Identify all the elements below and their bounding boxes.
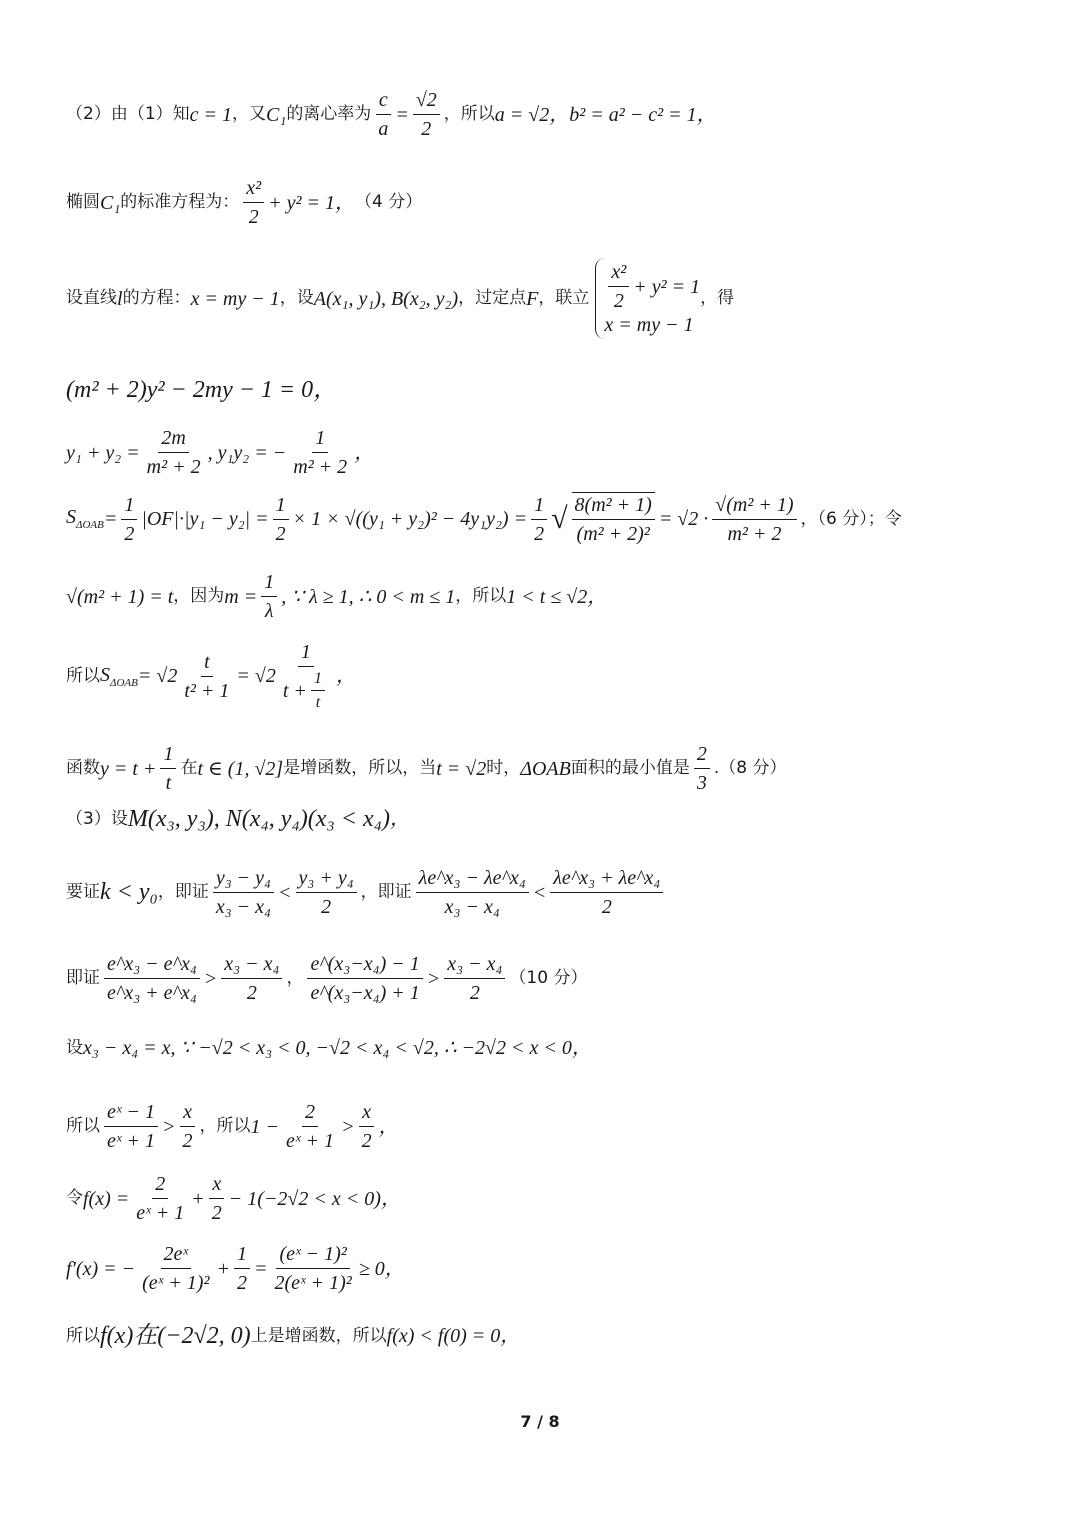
math: ， — [354, 441, 375, 464]
denominator: m² + 2 — [146, 456, 201, 478]
denominator: eˣ + 1 — [286, 1130, 335, 1152]
line-range-x — [66, 1036, 1040, 1060]
numerator: 2m — [158, 426, 188, 453]
fraction — [359, 1100, 375, 1153]
math: x₃ − x₄ = x, ∵ −√2 < x₃ < 0, −√2 < x₄ < √2, ∴ −2√2 < x < 0， — [83, 1037, 592, 1059]
math: ， — [389, 808, 410, 831]
line-vieta — [66, 426, 1040, 479]
fraction — [271, 1242, 354, 1295]
math: > — [203, 967, 218, 990]
math: C₁ — [266, 103, 287, 126]
line-define-f — [66, 1172, 1040, 1225]
math: = — [103, 508, 118, 530]
numerator: x² — [243, 176, 264, 203]
line-monotonic — [66, 742, 1040, 795]
fraction — [694, 742, 710, 795]
numerator: λe^x₃ + λe^x₄ — [550, 866, 663, 893]
denominator: x₃ − x₄ — [444, 896, 500, 918]
fraction — [296, 866, 357, 919]
text: ，所以 — [455, 586, 507, 607]
math: = √2 · — [658, 508, 709, 530]
numerator: 2 — [152, 1172, 168, 1199]
math: = √2 — [137, 665, 178, 688]
numerator: 1 — [160, 742, 176, 769]
line-equivalent — [66, 952, 1040, 1005]
numerator: 1 — [531, 493, 547, 520]
math: C₁ — [100, 191, 121, 214]
text: ，得 — [700, 288, 735, 309]
numerator: 8(m² + 1) — [572, 493, 655, 520]
math: m = — [224, 585, 258, 608]
score-note: ，（6 分）；令 — [800, 508, 902, 529]
fraction — [290, 426, 350, 479]
math: ， — [500, 1325, 521, 1348]
math: , y₁y₂ = − — [207, 441, 287, 464]
text: 是增函数，所以，当 — [283, 758, 437, 779]
denominator: 2 — [246, 982, 257, 1004]
fraction — [104, 952, 200, 1005]
line-quadratic — [66, 376, 1040, 405]
denominator: (eˣ + 1)² — [142, 1272, 210, 1294]
numerator: x₃ − x₄ — [221, 952, 282, 979]
math: ≥ 0， — [358, 1257, 405, 1280]
text: ，即证 — [360, 882, 412, 903]
denominator: a — [378, 118, 389, 140]
fraction — [261, 570, 277, 623]
denominator — [280, 667, 332, 712]
math: 1 − — [250, 1115, 280, 1138]
numerator: c — [376, 88, 391, 115]
fraction — [160, 742, 176, 795]
text: 要证 — [66, 882, 100, 903]
numerator: e^x₃ − e^x₄ — [104, 952, 200, 979]
text: （3）设 — [66, 809, 128, 830]
denominator: 2 — [248, 206, 259, 228]
math: = — [253, 1257, 268, 1280]
math: 1 < t ≤ √2， — [506, 585, 608, 608]
text: 所以 — [66, 1326, 100, 1347]
text: 令 — [66, 1188, 83, 1209]
math: c = 1 — [189, 103, 233, 126]
area-subscript: ΔOAB — [110, 676, 138, 689]
fraction — [221, 952, 282, 1005]
math: a = √2 — [494, 103, 550, 126]
denominator: 2 — [211, 1202, 222, 1224]
line-substitution — [66, 570, 1040, 623]
denominator: 2 — [236, 1272, 247, 1294]
fraction — [531, 493, 547, 546]
math — [66, 505, 104, 532]
line-area-in-t — [66, 640, 1040, 712]
denominator: 2 — [601, 896, 612, 918]
math: + y² = 1 — [633, 275, 701, 298]
line-ellipse-equation — [66, 176, 1040, 229]
math: t ∈ (1, √2] — [197, 757, 284, 780]
numerator: x — [359, 1100, 374, 1127]
numerator: e^(x₃−x₄) − 1 — [307, 952, 422, 979]
fraction — [144, 426, 204, 479]
numerator: √2 — [413, 88, 440, 115]
line-area — [66, 492, 1040, 546]
denominator: 2 — [421, 118, 432, 140]
numerator: x — [180, 1100, 195, 1127]
math: f(x) < f(0) = 0 — [386, 1325, 501, 1348]
fraction — [121, 493, 137, 546]
text: 所以 — [66, 665, 100, 686]
denominator: (m² + 2)² — [576, 523, 650, 545]
denominator: m² + 2 — [727, 522, 782, 545]
numerator: 2 — [694, 742, 710, 769]
text: ，因为 — [173, 586, 225, 607]
math: ， — [378, 1115, 399, 1138]
fraction — [243, 176, 264, 229]
numerator: 1 — [261, 570, 277, 597]
fraction — [104, 1100, 158, 1153]
math: − 1(−2√2 < x < 0)， — [228, 1187, 401, 1210]
text: 函数 — [66, 758, 100, 779]
score-note: （4 分） — [355, 192, 423, 213]
fraction — [307, 952, 422, 1005]
math: > — [341, 1115, 355, 1138]
fraction — [283, 1100, 337, 1153]
math — [100, 663, 138, 690]
text: 的方程： — [122, 288, 191, 309]
fraction — [139, 1242, 212, 1295]
denominator: 2 — [182, 1130, 193, 1152]
line-reduce — [66, 1100, 1040, 1153]
numerator: x₃ − x₄ — [444, 952, 505, 979]
text: ，过定点 — [458, 288, 527, 309]
line-part2-eccentricity — [66, 88, 1040, 141]
math: F — [526, 287, 539, 310]
math: y₁ + y₂ = — [66, 441, 140, 464]
math: k < y₀ — [100, 879, 158, 906]
fraction — [572, 492, 655, 546]
math: = — [395, 103, 409, 126]
numerator: 1 — [234, 1242, 250, 1269]
numerator: y₃ − y₄ — [213, 866, 274, 893]
numerator: 1 — [273, 493, 289, 520]
fraction — [416, 866, 529, 919]
compound-fraction — [280, 640, 332, 712]
math: + y² = 1， — [268, 191, 356, 214]
math: , ∵ λ ≥ 1, ∴ 0 < m ≤ 1 — [281, 585, 456, 608]
math: > — [162, 1115, 176, 1138]
text: ， — [286, 968, 304, 989]
denominator: 2 — [124, 522, 135, 545]
text: 面积的最小值是 — [570, 758, 690, 779]
math: t + — [282, 679, 307, 702]
denominator: 2 — [275, 522, 286, 545]
text: ，设 — [279, 288, 314, 309]
text: 的标准方程为： — [120, 192, 240, 213]
denominator: t — [165, 772, 172, 794]
line-derivative — [66, 1242, 1040, 1295]
numerator: 1 — [121, 493, 137, 520]
denominator: eˣ + 1 — [136, 1202, 185, 1224]
denominator: λ — [264, 600, 274, 622]
denominator: eˣ + 1 — [107, 1130, 156, 1152]
denominator: m² + 2 — [293, 456, 348, 478]
score-note: （10 分） — [509, 968, 588, 989]
numerator: 2 — [302, 1100, 318, 1127]
fraction — [444, 952, 505, 1005]
denominator: 2(eˣ + 1)² — [274, 1272, 352, 1294]
page-number: 7 / 8 — [520, 1412, 560, 1431]
fraction — [180, 1100, 196, 1153]
math: x = my − 1 — [190, 287, 280, 310]
text: 即证 — [66, 968, 100, 989]
text: 时， — [486, 758, 521, 779]
text: 所以 — [66, 1116, 100, 1137]
fraction — [234, 1242, 250, 1295]
text: ，即证 — [157, 882, 209, 903]
text: 的离心率为 — [286, 104, 372, 125]
numerator: x — [209, 1172, 224, 1199]
numerator: y₃ + y₄ — [296, 866, 357, 893]
math: M(x₃, y₃), N(x₄, y₄)(x₃ < x₄) — [127, 806, 390, 832]
fraction — [181, 650, 232, 703]
sqrt-symbol: √ — [551, 502, 568, 535]
area-symbol: S — [100, 663, 110, 686]
fraction — [213, 866, 274, 919]
fraction — [550, 866, 663, 919]
denominator: 2 — [321, 896, 332, 918]
fraction — [133, 1172, 187, 1225]
math: f′(x) = − — [66, 1257, 136, 1280]
denominator: 2 — [613, 290, 624, 312]
denominator: 2 — [361, 1130, 372, 1152]
score-note: .（8 分） — [713, 758, 787, 779]
line-to-prove — [66, 866, 1040, 919]
numerator: λe^x₃ − λe^x₄ — [416, 866, 529, 893]
fraction — [273, 493, 289, 546]
numerator: 1 — [298, 640, 314, 667]
numerator: 1 — [311, 669, 325, 691]
fraction-c-over-a — [375, 88, 391, 141]
system-row-1 — [604, 260, 700, 313]
denominator: e^x₃ + e^x₄ — [107, 982, 197, 1004]
math: ，b² = a² − c² = 1， — [549, 103, 717, 126]
numerator: x² — [608, 260, 629, 287]
math: f(x)在(−2√2, 0) — [100, 1323, 251, 1349]
math: < — [278, 881, 292, 904]
equation-system — [595, 258, 700, 339]
denominator: x₃ − x₄ — [215, 896, 271, 918]
math: × 1 × √((y₁ + y₂)² − 4y₁y₂) = — [292, 508, 528, 530]
fraction — [608, 260, 629, 313]
fraction-root2-over-2 — [413, 88, 440, 141]
text: 设直线 — [66, 288, 117, 309]
math: ， — [335, 665, 356, 688]
denominator: t — [315, 694, 321, 712]
fraction — [209, 1172, 225, 1225]
math: + — [191, 1187, 205, 1210]
line-conclusion — [66, 1322, 1040, 1351]
math: t = √2 — [436, 757, 487, 780]
denominator: t² + 1 — [184, 679, 230, 702]
numerator: 2eˣ — [161, 1242, 192, 1269]
math: A(x₁, y₁), B(x₂, y₂) — [313, 287, 459, 310]
denominator: 2 — [469, 982, 480, 1004]
fraction — [712, 493, 796, 546]
area-subscript: ΔOAB — [76, 519, 104, 532]
numerator: 1 — [312, 426, 328, 453]
math: y = t + — [100, 757, 157, 780]
numerator: t — [201, 650, 213, 677]
line-line-equation — [66, 258, 1040, 339]
text: 在 — [180, 758, 198, 779]
fraction — [311, 669, 325, 712]
math: + — [216, 1257, 230, 1280]
numerator: √(m² + 1) — [712, 493, 796, 520]
math: > — [426, 967, 441, 990]
text: ，所以 — [199, 1116, 251, 1137]
denominator: e^(x₃−x₄) + 1 — [310, 982, 420, 1004]
numerator: eˣ − 1 — [104, 1100, 158, 1127]
math: ΔOAB — [520, 757, 571, 780]
text: （2）由（1）知 — [66, 104, 190, 125]
line-part3-setup — [66, 805, 1040, 834]
text: 上是增函数，所以 — [250, 1326, 387, 1347]
text: ，又 — [232, 104, 267, 125]
math: (m² + 2)y² − 2my − 1 = 0， — [66, 377, 338, 403]
system-row-2: x = my − 1 — [604, 314, 694, 336]
text: ，所以 — [443, 104, 495, 125]
denominator: 3 — [696, 772, 707, 794]
text: 设 — [66, 1037, 83, 1058]
math: = √2 — [236, 665, 276, 688]
numerator: (eˣ − 1)² — [276, 1242, 349, 1269]
math: < — [532, 881, 547, 904]
area-symbol: S — [66, 506, 76, 529]
text: ，联立 — [538, 288, 590, 309]
math: l — [117, 287, 123, 310]
math: |OF|·|y₁ − y₂| = — [141, 508, 269, 530]
text: 椭圆 — [66, 192, 100, 213]
math: √(m² + 1) = t — [66, 585, 174, 608]
math: f(x) = — [83, 1187, 130, 1210]
denominator: 2 — [534, 522, 545, 545]
